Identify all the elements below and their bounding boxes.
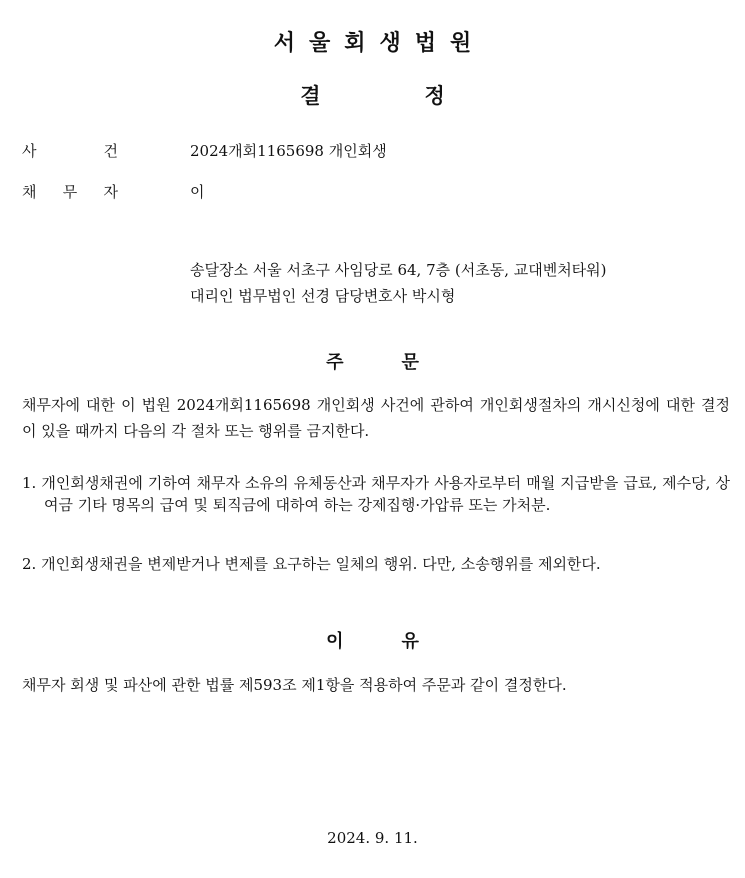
legal-agent: 대리인 법무법인 선경 담당변호사 박시형 (190, 287, 456, 305)
order-item-1: 1. 개인회생채권에 기하여 채무자 소유의 유체동산과 채무자가 사용자로부터 매월 지급받을 급료, 제수당, 상여금 기타 명목의 급여 및 퇴직금에 대하여 하는 강제집행·가압류 또는 가처분. (22, 474, 730, 514)
order-item-2: 2. 개인회생채권을 변제받거나 변제를 요구하는 일체의 행위. 다만, 소송행위를 제외한다. (22, 555, 601, 573)
reason-text: 채무자 회생 및 파산에 관한 법률 제593조 제1항을 적용하여 주문과 같이 결정한다. (22, 676, 567, 694)
debtor-value: 이 (190, 183, 205, 201)
decision-date: 2024. 9. 11. (327, 829, 418, 847)
order-intro: 채무자에 대한 이 법원 2024개회1165698 개인회생 사건에 관하여 개인회생절차의 개시신청에 대한 결정이 있을 때까지 다음의 각 절차 또는 행위를 금지한다. (22, 396, 730, 440)
order-title: 주문 (326, 352, 477, 373)
reason-title: 이유 (326, 631, 477, 652)
document-title: 결정 (300, 84, 549, 108)
debtor-label: 채 무 자 (22, 183, 118, 201)
service-address: 송달장소 서울 서초구 사임당로 64, 7층 (서초동, 교대벤처타워) (190, 261, 607, 279)
case-label: 사 건 (22, 142, 118, 160)
court-name: 서울회생법원 (273, 31, 486, 56)
case-value: 2024개회1165698 개인회생 (190, 142, 387, 160)
